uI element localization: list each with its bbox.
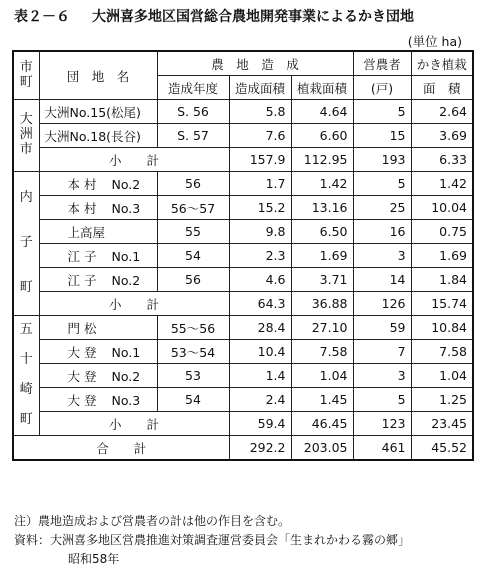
zosei-menseki: 9.8	[229, 220, 291, 244]
kaki-menseki: 1.69	[411, 244, 473, 268]
kaki-menseki: 1.25	[411, 388, 473, 412]
zosei-menseki: 2.3	[229, 244, 291, 268]
zosei-menseki: 4.6	[229, 268, 291, 292]
zosei-menseki: 59.4	[229, 412, 291, 436]
kaki-menseki: 2.64	[411, 100, 473, 124]
shokusai-menseki: 7.58	[291, 340, 353, 364]
shokusai-menseki: 112.95	[291, 148, 353, 172]
danchi-name: 大 登 No.3	[39, 388, 157, 412]
subtotal-row	[13, 292, 473, 316]
zosei-nendo: 53	[157, 364, 229, 388]
header-danchi: 団 地 名	[39, 51, 157, 100]
shokusai-menseki: 1.69	[291, 244, 353, 268]
einosha: 59	[353, 316, 411, 340]
kaki-menseki: 10.04	[411, 196, 473, 220]
table-row	[13, 172, 473, 196]
header-kaki-menseki: 面 積	[411, 76, 473, 100]
einosha: 15	[353, 124, 411, 148]
zosei-menseki: 64.3	[229, 292, 291, 316]
danchi-name: 大 登 No.2	[39, 364, 157, 388]
danchi-name: 大洲No.18(長谷)	[39, 124, 157, 148]
shokusai-menseki: 6.50	[291, 220, 353, 244]
einosha: 14	[353, 268, 411, 292]
zosei-nendo: 55	[157, 220, 229, 244]
table-row	[13, 340, 473, 364]
einosha: 5	[353, 172, 411, 196]
einosha: 5	[353, 388, 411, 412]
zosei-nendo: S. 56	[157, 100, 229, 124]
table-row	[13, 268, 473, 292]
header-shokusai-menseki: 植栽面積	[291, 76, 353, 100]
total-row	[13, 436, 473, 461]
header-zosei-nendo: 造成年度	[157, 76, 229, 100]
einosha: 25	[353, 196, 411, 220]
table-row	[13, 196, 473, 220]
shokusai-menseki: 13.16	[291, 196, 353, 220]
table-row	[13, 316, 473, 340]
header-nochi-zosei: 農 地 造 成	[157, 51, 353, 76]
danchi-name: 門 松	[39, 316, 157, 340]
shokusai-menseki: 36.88	[291, 292, 353, 316]
note-text: 注）農地造成および営農者の計は他の作目を含む。	[14, 514, 291, 528]
kaki-menseki: 6.33	[411, 148, 473, 172]
subtotal-label: 小 計	[39, 148, 229, 172]
shokusai-menseki: 1.42	[291, 172, 353, 196]
zosei-menseki: 28.4	[229, 316, 291, 340]
footnotes	[14, 512, 410, 569]
kaki-menseki: 3.69	[411, 124, 473, 148]
kaki-menseki: 10.84	[411, 316, 473, 340]
header-kaki: かき植栽	[411, 51, 473, 76]
danchi-name: 江 子 No.2	[39, 268, 157, 292]
subtotal-label: 小 計	[39, 412, 229, 436]
einosha: 3	[353, 364, 411, 388]
einosha: 193	[353, 148, 411, 172]
kaki-menseki: 23.45	[411, 412, 473, 436]
table-row	[13, 388, 473, 412]
shokusai-menseki: 27.10	[291, 316, 353, 340]
kaki-menseki: 15.74	[411, 292, 473, 316]
kaki-menseki: 0.75	[411, 220, 473, 244]
table-row	[13, 244, 473, 268]
danchi-name: 江 子 No.1	[39, 244, 157, 268]
zosei-nendo: 56	[157, 268, 229, 292]
shokusai-menseki: 203.05	[291, 436, 353, 461]
header-einosha-unit: (戸)	[353, 76, 411, 100]
source-year: 昭和58年	[68, 552, 120, 566]
subtotal-label: 小 計	[39, 292, 229, 316]
einosha: 126	[353, 292, 411, 316]
kaki-menseki: 1.04	[411, 364, 473, 388]
danchi-name: 大 登 No.1	[39, 340, 157, 364]
zosei-nendo: 54	[157, 244, 229, 268]
zosei-menseki: 157.9	[229, 148, 291, 172]
table-row	[13, 100, 473, 124]
table-title	[14, 6, 414, 26]
municipality-ikazaki: 五 十 崎 町	[13, 316, 39, 436]
zosei-menseki: 1.7	[229, 172, 291, 196]
einosha: 123	[353, 412, 411, 436]
zosei-menseki: 15.2	[229, 196, 291, 220]
table-row	[13, 220, 473, 244]
zosei-nendo: 54	[157, 388, 229, 412]
zosei-menseki: 2.4	[229, 388, 291, 412]
zosei-menseki: 5.8	[229, 100, 291, 124]
einosha: 16	[353, 220, 411, 244]
einosha: 461	[353, 436, 411, 461]
shokusai-menseki: 6.60	[291, 124, 353, 148]
header-row-1	[13, 51, 473, 76]
einosha: 3	[353, 244, 411, 268]
kaki-menseki: 1.84	[411, 268, 473, 292]
danchi-name: 上高屋	[39, 220, 157, 244]
table-row	[13, 364, 473, 388]
zosei-menseki: 7.6	[229, 124, 291, 148]
kaki-menseki: 7.58	[411, 340, 473, 364]
danchi-name: 本 村 No.3	[39, 196, 157, 220]
zosei-nendo: S. 57	[157, 124, 229, 148]
table-number: 表２－６	[14, 9, 70, 25]
einosha: 7	[353, 340, 411, 364]
municipality-ozu: 大 洲 市	[13, 100, 39, 172]
table-title-text: 大洲喜多地区国営総合農地開発事業によるかき団地	[92, 9, 414, 25]
shokusai-menseki: 46.45	[291, 412, 353, 436]
shokusai-menseki: 1.04	[291, 364, 353, 388]
shokusai-menseki: 4.64	[291, 100, 353, 124]
header-zosei-menseki: 造成面積	[229, 76, 291, 100]
header-einosha: 営農者	[353, 51, 411, 76]
shokusai-menseki: 1.45	[291, 388, 353, 412]
header-shicho: 市 町	[13, 51, 39, 100]
unit-label: (単位 ha)	[407, 34, 462, 49]
zosei-menseki: 1.4	[229, 364, 291, 388]
municipality-uchiko: 内 子 町	[13, 172, 39, 316]
subtotal-row	[13, 412, 473, 436]
zosei-menseki: 10.4	[229, 340, 291, 364]
einosha: 5	[353, 100, 411, 124]
subtotal-row	[13, 148, 473, 172]
total-label: 合 計	[13, 436, 229, 461]
zosei-nendo: 56	[157, 172, 229, 196]
shokusai-menseki: 3.71	[291, 268, 353, 292]
kaki-menseki: 1.42	[411, 172, 473, 196]
danchi-name: 本 村 No.2	[39, 172, 157, 196]
zosei-nendo: 56〜57	[157, 196, 229, 220]
table-row	[13, 124, 473, 148]
zosei-menseki: 292.2	[229, 436, 291, 461]
zosei-nendo: 55〜56	[157, 316, 229, 340]
data-table	[12, 50, 474, 461]
zosei-nendo: 53〜54	[157, 340, 229, 364]
danchi-name: 大洲No.15(松尾)	[39, 100, 157, 124]
kaki-menseki: 45.52	[411, 436, 473, 461]
source-text: 資料：大洲喜多地区営農推進対策調査運営委員会「生まれかわる霧の郷」	[14, 533, 411, 547]
